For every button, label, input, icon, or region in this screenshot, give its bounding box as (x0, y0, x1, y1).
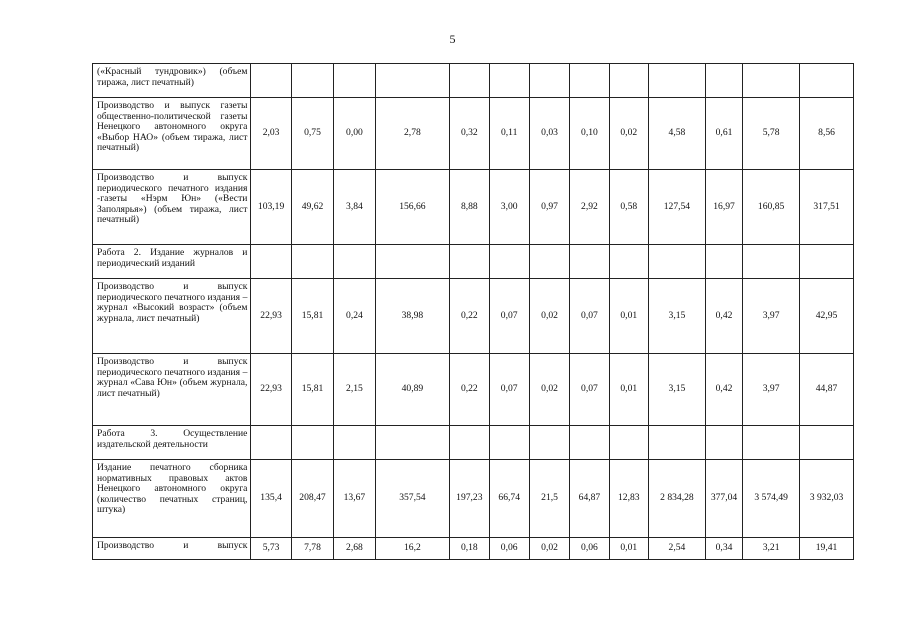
value-cell: 197,23 (450, 460, 489, 538)
value-cell: 0,02 (529, 279, 569, 354)
value-cell: 44,87 (800, 354, 854, 426)
table-row (93, 354, 854, 426)
value-cell: 2,15 (334, 354, 375, 426)
value-cell: 2 834,28 (648, 460, 705, 538)
value-cell: 0,58 (609, 170, 648, 245)
value-cell: 0,02 (529, 354, 569, 426)
value-cell: 0,10 (570, 98, 609, 170)
value-cell (800, 64, 854, 98)
value-cell (291, 426, 333, 460)
value-cell: 3,97 (743, 354, 800, 426)
value-cell: 2,78 (375, 98, 450, 170)
table-row (93, 279, 854, 354)
value-cell: 0,07 (570, 354, 609, 426)
value-cell (609, 426, 648, 460)
row-label: Производство и выпуск (93, 538, 251, 560)
value-cell: 0,07 (570, 279, 609, 354)
value-cell: 0,18 (450, 538, 489, 560)
value-cell: 103,19 (251, 170, 291, 245)
value-cell: 135,4 (251, 460, 291, 538)
value-cell: 0,02 (529, 538, 569, 560)
value-cell: 0,22 (450, 354, 489, 426)
value-cell (570, 426, 609, 460)
value-cell: 12,83 (609, 460, 648, 538)
value-cell: 2,92 (570, 170, 609, 245)
value-cell (529, 245, 569, 279)
value-cell: 0,24 (334, 279, 375, 354)
value-cell (489, 426, 529, 460)
table-row (93, 64, 854, 98)
table-row (93, 426, 854, 460)
value-cell: 0,07 (489, 279, 529, 354)
value-cell: 0,01 (609, 538, 648, 560)
value-cell: 3 574,49 (743, 460, 800, 538)
value-cell: 0,02 (609, 98, 648, 170)
value-cell: 8,56 (800, 98, 854, 170)
value-cell (251, 426, 291, 460)
value-cell: 0,00 (334, 98, 375, 170)
value-cell: 0,06 (489, 538, 529, 560)
value-cell: 0,42 (705, 279, 742, 354)
value-cell: 64,87 (570, 460, 609, 538)
value-cell: 4,58 (648, 98, 705, 170)
value-cell: 0,07 (489, 354, 529, 426)
value-cell: 377,04 (705, 460, 742, 538)
value-cell (334, 64, 375, 98)
value-cell: 5,78 (743, 98, 800, 170)
value-cell (705, 426, 742, 460)
value-cell (648, 64, 705, 98)
value-cell: 0,97 (529, 170, 569, 245)
value-cell: 0,03 (529, 98, 569, 170)
value-cell: 3 932,03 (800, 460, 854, 538)
value-cell (291, 64, 333, 98)
value-cell: 22,93 (251, 354, 291, 426)
value-cell: 357,54 (375, 460, 450, 538)
value-cell: 3,15 (648, 279, 705, 354)
value-cell: 3,15 (648, 354, 705, 426)
value-cell: 0,32 (450, 98, 489, 170)
value-cell (648, 426, 705, 460)
value-cell (743, 245, 800, 279)
table-row (93, 245, 854, 279)
row-label: Производство и выпуск периодического печатного издания – журнал «Высокий возраст» (объем журнала, лист печатный) (93, 279, 251, 354)
value-cell (570, 245, 609, 279)
value-cell: 0,06 (570, 538, 609, 560)
row-label: Производство и выпуск газеты общественно-политической газеты Ненецкого автономного округа «Выбор НАО» (объем тиража, лист печатный) (93, 98, 251, 170)
value-cell (291, 245, 333, 279)
value-cell (529, 64, 569, 98)
value-cell: 127,54 (648, 170, 705, 245)
value-cell (743, 426, 800, 460)
value-cell (609, 245, 648, 279)
value-cell: 2,54 (648, 538, 705, 560)
value-cell (450, 64, 489, 98)
value-cell: 0,01 (609, 354, 648, 426)
value-cell (529, 426, 569, 460)
value-cell: 13,67 (334, 460, 375, 538)
value-cell (800, 426, 854, 460)
row-label: Производство и выпуск периодического печатного издания – журнал «Сава Юн» (объем журнала, лист печатный) (93, 354, 251, 426)
value-cell (334, 426, 375, 460)
value-cell: 5,73 (251, 538, 291, 560)
row-label: Производство и выпуск периодического печатного издания -газеты «Нэрм Юн» («Вести Заполярья») (объем тиража, лист печатный) (93, 170, 251, 245)
value-cell (743, 64, 800, 98)
table-body (93, 64, 854, 560)
value-cell (375, 426, 450, 460)
value-cell (705, 245, 742, 279)
value-cell: 0,42 (705, 354, 742, 426)
value-cell (648, 245, 705, 279)
value-cell: 40,89 (375, 354, 450, 426)
value-cell: 42,95 (800, 279, 854, 354)
table-row (93, 170, 854, 245)
value-cell (609, 64, 648, 98)
budget-table (92, 63, 854, 560)
value-cell: 3,00 (489, 170, 529, 245)
value-cell (375, 64, 450, 98)
page-number: 5 (449, 32, 456, 46)
value-cell: 16,97 (705, 170, 742, 245)
value-cell: 8,88 (450, 170, 489, 245)
value-cell: 15,81 (291, 279, 333, 354)
value-cell: 19,41 (800, 538, 854, 560)
value-cell: 16,2 (375, 538, 450, 560)
value-cell (251, 64, 291, 98)
value-cell: 3,84 (334, 170, 375, 245)
table-row (93, 538, 854, 560)
value-cell: 0,61 (705, 98, 742, 170)
value-cell: 160,85 (743, 170, 800, 245)
value-cell: 208,47 (291, 460, 333, 538)
value-cell: 7,78 (291, 538, 333, 560)
value-cell: 66,74 (489, 460, 529, 538)
value-cell: 3,21 (743, 538, 800, 560)
row-label: Работа 3. Осуществление издательской деятельности (93, 426, 251, 460)
value-cell: 2,68 (334, 538, 375, 560)
value-cell: 22,93 (251, 279, 291, 354)
value-cell (334, 245, 375, 279)
value-cell: 0,75 (291, 98, 333, 170)
value-cell: 156,66 (375, 170, 450, 245)
value-cell (450, 245, 489, 279)
value-cell (375, 245, 450, 279)
value-cell: 0,01 (609, 279, 648, 354)
row-label: Работа 2. Издание журналов и периодический изданий (93, 245, 251, 279)
value-cell (800, 245, 854, 279)
row-label: («Красный тундровик») (объем тиража, лист печатный) (93, 64, 251, 98)
value-cell: 2,03 (251, 98, 291, 170)
value-cell (450, 426, 489, 460)
value-cell: 0,22 (450, 279, 489, 354)
value-cell (489, 245, 529, 279)
value-cell: 21,5 (529, 460, 569, 538)
value-cell: 15,81 (291, 354, 333, 426)
value-cell: 38,98 (375, 279, 450, 354)
value-cell (489, 64, 529, 98)
value-cell: 0,11 (489, 98, 529, 170)
value-cell (705, 64, 742, 98)
value-cell (251, 245, 291, 279)
value-cell (570, 64, 609, 98)
value-cell: 0,34 (705, 538, 742, 560)
value-cell: 317,51 (800, 170, 854, 245)
row-label: Издание печатного сборника нормативных правовых актов Ненецкого автономного округа (количество печатных страниц, штука) (93, 460, 251, 538)
value-cell: 3,97 (743, 279, 800, 354)
table-row (93, 98, 854, 170)
value-cell: 49,62 (291, 170, 333, 245)
table-row (93, 460, 854, 538)
